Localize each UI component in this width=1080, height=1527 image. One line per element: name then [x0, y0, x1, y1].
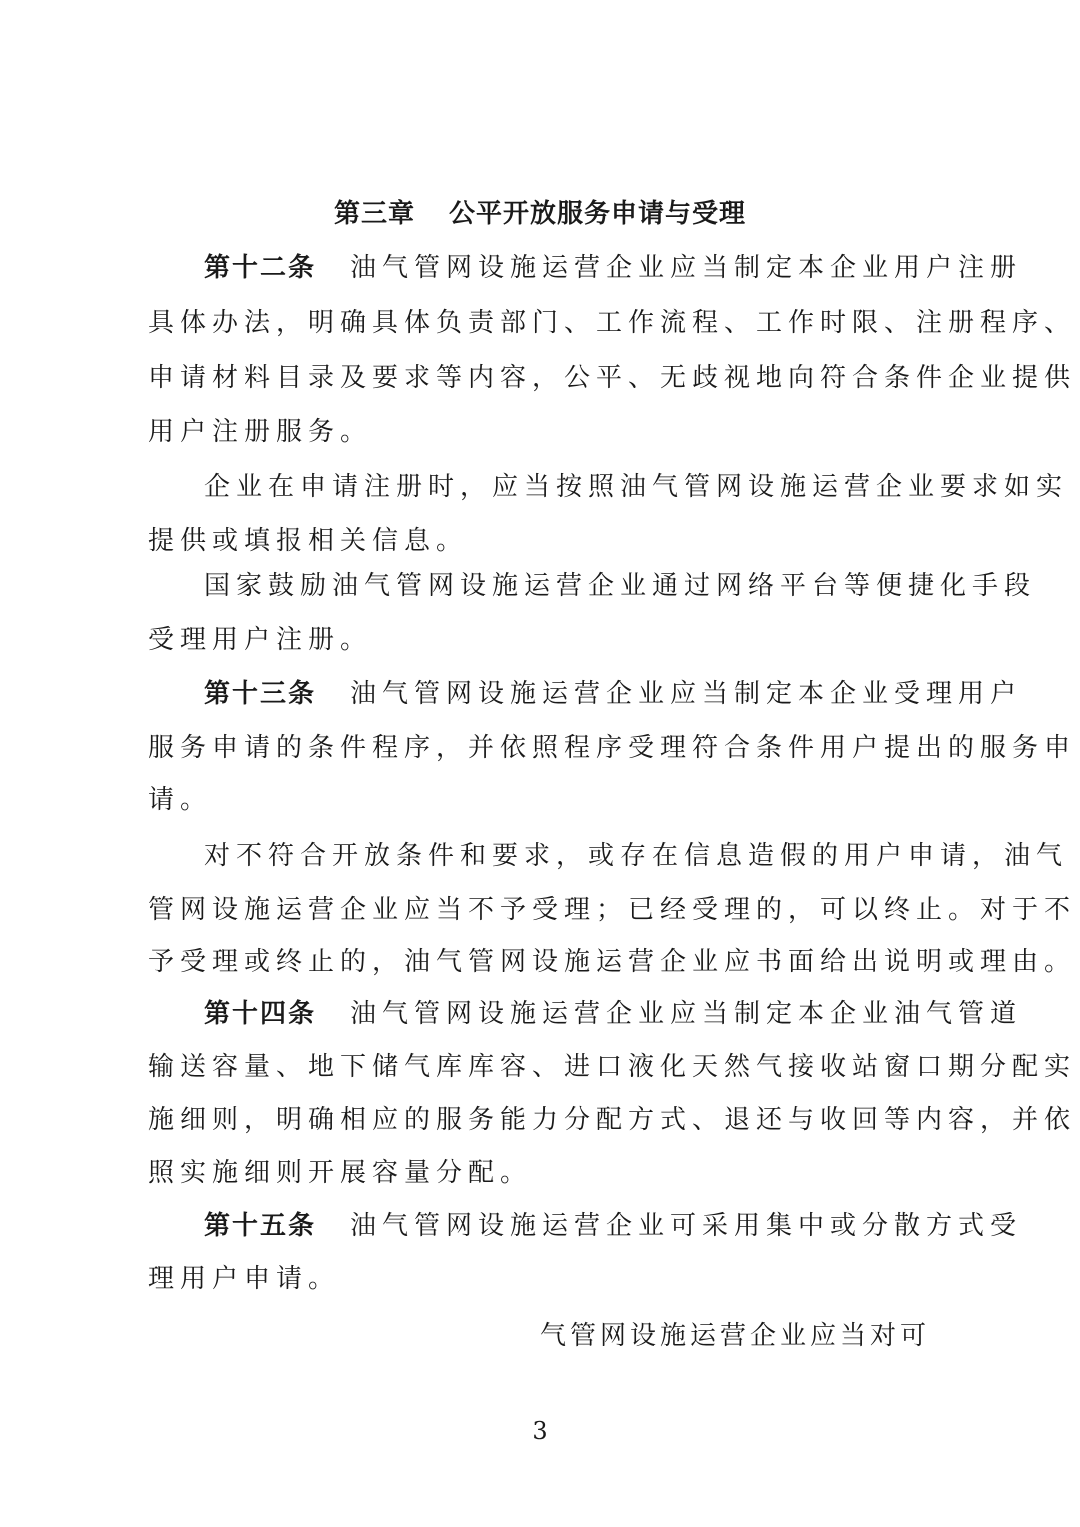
- paragraph-line: 具体办法，明确具体负责部门、工作流程、工作时限、注册程序、: [148, 308, 1077, 338]
- paragraph-line: [204, 242, 1023, 294]
- paragraph-line: 对不符合开放条件和要求，或存在信息造假的用户申请，油气: [204, 841, 1069, 871]
- paragraph-line: [204, 988, 1023, 1040]
- paragraph-line: 管网设施运营企业应当不予受理；已经受理的，可以终止。对于不: [148, 895, 1077, 925]
- paragraph-line: 提供或填报相关信息。: [148, 526, 469, 556]
- paragraph-line: 照实施细则开展容量分配。: [148, 1158, 533, 1188]
- paragraph-line: 予受理或终止的，油气管网设施运营企业应书面给出说明或理由。: [148, 947, 1077, 977]
- chapter-number: 第三章: [333, 199, 415, 229]
- paragraph-line: 申请材料目录及要求等内容，公平、无歧视地向符合条件企业提供: [148, 363, 1077, 393]
- paragraph-text: 油气管网设施运营企业应当制定本企业油气管道: [350, 999, 1023, 1029]
- paragraph-text: 油气管网设施运营企业可采用集中或分散方式受: [350, 1211, 1023, 1241]
- article-number: 第十二条: [204, 253, 317, 283]
- article-number: 第十三条: [204, 679, 317, 709]
- paragraph-line: 受理用户注册。: [148, 625, 373, 655]
- trailing-fragment: 气管网设施运营企业应当对可: [539, 1321, 930, 1351]
- article-number: 第十四条: [204, 999, 317, 1029]
- paragraph-text: 油气管网设施运营企业应当制定本企业用户注册: [350, 253, 1023, 283]
- paragraph-line: 输送容量、地下储气库库容、进口液化天然气接收站窗口期分配实: [148, 1052, 1077, 1082]
- article-number: 第十五条: [204, 1211, 317, 1241]
- paragraph-line: 施细则，明确相应的服务能力分配方式、退还与收回等内容，并依: [148, 1105, 1077, 1135]
- chapter-heading: [0, 194, 1080, 234]
- paragraph-line: [204, 668, 1023, 720]
- paragraph-line: [204, 1200, 1023, 1252]
- paragraph-line: 理用户申请。: [148, 1264, 341, 1294]
- paragraph-line: 国家鼓励油气管网设施运营企业通过网络平台等便捷化手段: [204, 571, 1037, 601]
- paragraph-line: 服务申请的条件程序，并依照程序受理符合条件用户提出的服务申: [148, 733, 1077, 763]
- page-number: 3: [532, 1417, 548, 1445]
- paragraph-text: 油气管网设施运营企业应当制定本企业受理用户: [350, 679, 1023, 709]
- paragraph-line: 用户注册服务。: [148, 417, 373, 447]
- paragraph-line: 企业在申请注册时，应当按照油气管网设施运营企业要求如实: [204, 472, 1069, 502]
- chapter-title: 公平开放服务申请与受理: [449, 199, 747, 229]
- paragraph-line: 请。: [148, 785, 213, 815]
